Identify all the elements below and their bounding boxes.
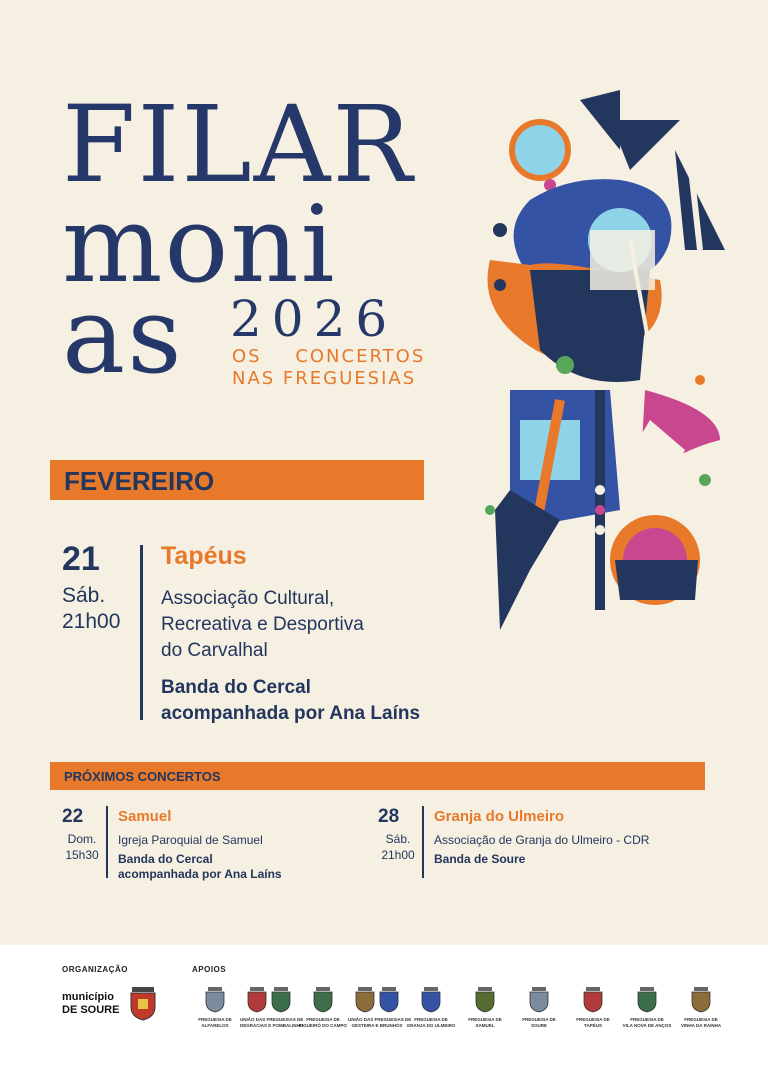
organization-label: ORGANIZAÇÃO bbox=[62, 965, 128, 974]
concert-band-line: acompanhada por Ana Laíns bbox=[118, 867, 282, 881]
sponsor-crests bbox=[186, 985, 244, 1015]
support-label: APOIOS bbox=[192, 965, 227, 974]
sponsor-crests bbox=[510, 985, 568, 1015]
parish-crest-icon bbox=[474, 987, 496, 1013]
organizer-name-line-2: DE SOURE bbox=[62, 1004, 120, 1016]
musical-instruments-illustration bbox=[470, 90, 740, 640]
concert-venue: Associação de Granja do Ulmeiro - CDR bbox=[434, 833, 650, 847]
sponsor-crests bbox=[294, 985, 352, 1015]
sponsor-crests bbox=[564, 985, 622, 1015]
concert-divider bbox=[422, 806, 424, 878]
sponsor-item bbox=[240, 985, 304, 1029]
next-concerts-heading: PRÓXIMOS CONCERTOS bbox=[64, 769, 221, 784]
sponsor-caption-line: ALFARELOS bbox=[201, 1023, 229, 1028]
concert-band-line: Banda de Soure bbox=[434, 852, 526, 866]
sponsor-crests bbox=[456, 985, 514, 1015]
sponsor-caption bbox=[510, 1017, 568, 1029]
parish-crest-icon bbox=[312, 987, 334, 1013]
footer bbox=[0, 945, 768, 1085]
sponsor-crests bbox=[402, 985, 460, 1015]
featured-band-line: Banda do Cercal bbox=[161, 677, 311, 698]
month-banner bbox=[50, 460, 424, 500]
sponsor-crests bbox=[240, 985, 298, 1015]
concert-time: 15h30 bbox=[65, 848, 99, 862]
concert-band bbox=[118, 852, 282, 882]
sponsor-caption bbox=[618, 1017, 676, 1029]
sponsor-caption-line: GRANJA DO ULMEIRO bbox=[406, 1023, 456, 1028]
sponsor-caption bbox=[402, 1017, 460, 1029]
sponsor-caption-line: FREGUESIA DE bbox=[198, 1017, 232, 1022]
sponsor-caption-line: FREGUESIA DE bbox=[522, 1017, 556, 1022]
sponsor-crests bbox=[618, 985, 676, 1015]
sponsor-crests bbox=[348, 985, 406, 1015]
sponsor-caption-line: FREGUESIA DE bbox=[576, 1017, 610, 1022]
sponsor-item bbox=[672, 985, 730, 1029]
parish-crest-icon bbox=[636, 987, 658, 1013]
sponsor-caption-line: FREGUESIA DE bbox=[414, 1017, 448, 1022]
parish-crest-icon bbox=[246, 987, 268, 1013]
sponsor-caption-line: SOURE bbox=[530, 1023, 547, 1028]
sponsor-caption-line: VILA NOVA DE ANÇOS bbox=[622, 1023, 672, 1028]
featured-divider bbox=[140, 545, 143, 720]
sponsor-item bbox=[186, 985, 244, 1029]
year: 2026 bbox=[230, 290, 398, 348]
municipio-de-soure-logo bbox=[62, 987, 162, 1027]
sponsor-caption bbox=[294, 1017, 352, 1029]
organizer-name-line-1: município bbox=[62, 991, 114, 1003]
parish-crest-icon bbox=[354, 987, 376, 1013]
sponsor-caption-line: TAPÉUS bbox=[584, 1023, 602, 1028]
sponsor-caption-line: UNIÃO DAS FREGUESIAS DE bbox=[348, 1017, 412, 1022]
featured-place: Tapéus bbox=[161, 542, 247, 570]
sponsor-caption bbox=[240, 1017, 304, 1029]
sponsor-item bbox=[456, 985, 514, 1029]
subtitle-line-1: OS CONCERTOS bbox=[232, 346, 426, 367]
featured-band-line: acompanhada por Ana Laíns bbox=[161, 703, 421, 724]
parish-crest-icon bbox=[582, 987, 604, 1013]
sponsor-caption bbox=[348, 1017, 412, 1029]
featured-venue-line: Recreativa e Desportiva bbox=[161, 614, 364, 635]
parish-crest-icon bbox=[378, 987, 400, 1013]
sponsor-caption-line: UNIÃO DAS FREGUESIAS DE bbox=[240, 1017, 304, 1022]
featured-day: 21 bbox=[62, 540, 100, 578]
concert-place: Samuel bbox=[118, 808, 172, 825]
sponsor-item bbox=[510, 985, 568, 1029]
sponsor-crests bbox=[672, 985, 730, 1015]
sponsor-caption-line: VINHA DA RAINHA bbox=[680, 1023, 722, 1028]
parish-crest-icon bbox=[204, 987, 226, 1013]
parish-crest-icon bbox=[690, 987, 712, 1013]
featured-band bbox=[161, 675, 420, 727]
title-line-2: moni bbox=[62, 183, 337, 306]
sponsor-caption bbox=[186, 1017, 244, 1029]
sponsor-item bbox=[402, 985, 460, 1029]
sponsor-item bbox=[348, 985, 412, 1029]
concert-weekday: Sáb. bbox=[385, 832, 411, 846]
sponsor-caption bbox=[456, 1017, 514, 1029]
concert-venue: Igreja Paroquial de Samuel bbox=[118, 833, 263, 847]
featured-venue-line: Associação Cultural, bbox=[161, 588, 335, 609]
concert-divider bbox=[106, 806, 108, 878]
concert-band-line: Banda do Cercal bbox=[118, 852, 213, 866]
parish-crest-icon bbox=[528, 987, 550, 1013]
sponsor-item bbox=[564, 985, 622, 1029]
sponsor-caption bbox=[672, 1017, 730, 1029]
concert-day: 28 bbox=[378, 806, 400, 827]
concert-weekday: Dom. bbox=[67, 832, 97, 846]
next-concerts-banner bbox=[50, 762, 705, 790]
concert-time: 21h00 bbox=[381, 848, 415, 862]
sponsor-caption-line: FREGUESIA DE bbox=[684, 1017, 718, 1022]
month-label: FEVEREIRO bbox=[64, 466, 215, 496]
sponsor-caption-line: FREGUESIA DE bbox=[468, 1017, 502, 1022]
title-line-3: as bbox=[62, 274, 184, 397]
featured-venue-line: do Carvalhal bbox=[161, 640, 268, 661]
parish-crest-icon bbox=[420, 987, 442, 1013]
concert-band bbox=[434, 852, 525, 867]
featured-time: 21h00 bbox=[62, 610, 121, 633]
title-line-1: FILAR bbox=[62, 83, 415, 206]
subtitle-line-2: NAS FREGUESIAS bbox=[232, 368, 417, 389]
sponsor-caption-line: FREGUESIA DE bbox=[306, 1017, 340, 1022]
featured-weekday: Sáb. bbox=[62, 584, 106, 607]
municipal-crest-icon bbox=[128, 987, 158, 1021]
sponsor-item bbox=[294, 985, 352, 1029]
concert-place: Granja do Ulmeiro bbox=[434, 808, 565, 825]
art-shapes bbox=[485, 90, 725, 630]
sponsor-item bbox=[618, 985, 676, 1029]
sponsor-caption-line: FIGUEIRÓ DO CAMPO bbox=[299, 1023, 347, 1028]
parish-crest-icon bbox=[270, 987, 292, 1013]
sponsor-caption-line: DEGRACIAS E POMBALINHO bbox=[240, 1023, 304, 1028]
sponsor-caption-line: GESTEIRA E BRUNHÓS bbox=[351, 1023, 403, 1028]
sponsor-caption-line: SAMUEL bbox=[475, 1023, 495, 1028]
concert-day: 22 bbox=[62, 806, 84, 827]
featured-venue bbox=[161, 586, 421, 664]
sponsor-caption bbox=[564, 1017, 622, 1029]
sponsor-caption-line: FREGUESIA DE bbox=[630, 1017, 664, 1022]
